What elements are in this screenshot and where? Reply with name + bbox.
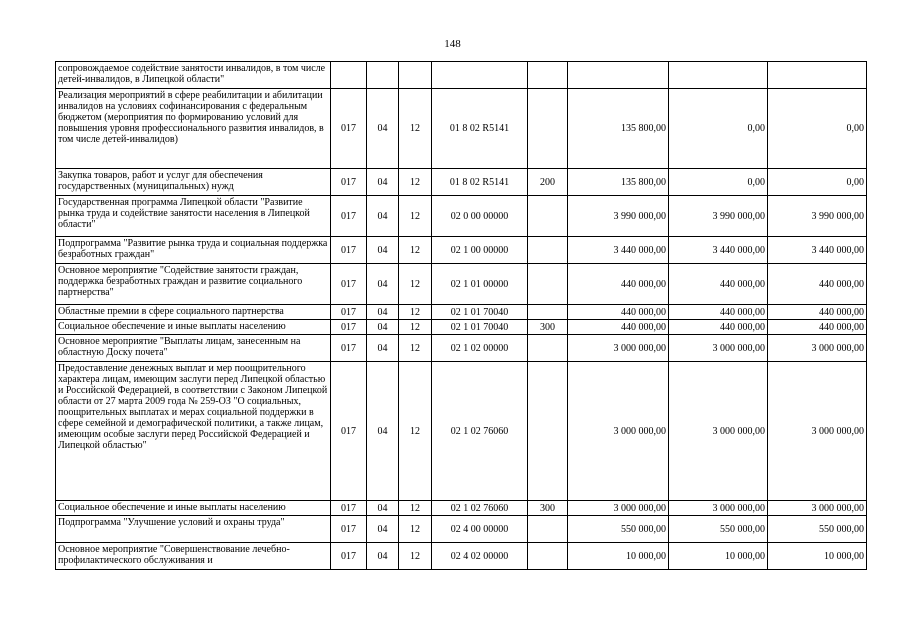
- expense-type-cell: [528, 62, 568, 89]
- row-name-cell: Предоставление денежных выплат и мер поощрительного характера лицам, имеющим заслуги перед Липецкой областью и Российской Федерацией, в соответствии с Законом Липецкой области от 27 марта 2009 года № 259-ОЗ "О социальных, поощрительных выплатах и мерах социальной поддержки в сфере семейной и демографической политики, а также лицам, имеющим особые заслуги перед Российской Федерацией и Липецкой областью": [56, 362, 331, 501]
- row-name-cell: Социальное обеспечение и иные выплаты населению: [56, 501, 331, 516]
- section-code-cell: 04: [367, 362, 399, 501]
- row-name-cell: Областные премии в сфере социального партнерства: [56, 305, 331, 320]
- ved-code-cell: [331, 62, 367, 89]
- amount-2-cell: 550 000,00: [669, 516, 768, 543]
- table-row: [56, 305, 867, 320]
- amount-3-cell: 440 000,00: [768, 264, 867, 305]
- amount-3-cell: 10 000,00: [768, 543, 867, 570]
- row-name-cell: Основное мероприятие "Содействие занятости граждан, поддержка безработных граждан и развитие социального партнерства": [56, 264, 331, 305]
- expense-type-cell: [528, 362, 568, 501]
- expense-type-cell: [528, 335, 568, 362]
- target-article-cell: 02 1 01 00000: [432, 264, 528, 305]
- expense-type-cell: [528, 264, 568, 305]
- ved-code-cell: 017: [331, 305, 367, 320]
- ved-code-cell: 017: [331, 543, 367, 570]
- row-name-cell: Основное мероприятие "Совершенствование лечебно-профилактического обслуживания и: [56, 543, 331, 570]
- amount-1-cell: 135 800,00: [568, 89, 669, 169]
- target-article-cell: [432, 62, 528, 89]
- ved-code-cell: 017: [331, 335, 367, 362]
- row-name-cell: сопровождаемое содействие занятости инвалидов, в том числе детей-инвалидов, в Липецкой области": [56, 62, 331, 89]
- table-row: [56, 501, 867, 516]
- section-code-cell: 04: [367, 89, 399, 169]
- subsection-code-cell: [399, 62, 432, 89]
- amount-2-cell: 440 000,00: [669, 264, 768, 305]
- target-article-cell: 01 8 02 R5141: [432, 169, 528, 196]
- amount-3-cell: 0,00: [768, 169, 867, 196]
- amount-1-cell: 3 000 000,00: [568, 501, 669, 516]
- subsection-code-cell: 12: [399, 543, 432, 570]
- amount-2-cell: 440 000,00: [669, 305, 768, 320]
- amount-3-cell: 0,00: [768, 89, 867, 169]
- target-article-cell: 02 1 01 70040: [432, 320, 528, 335]
- amount-2-cell: 10 000,00: [669, 543, 768, 570]
- subsection-code-cell: 12: [399, 196, 432, 237]
- row-name-cell: Подпрограмма "Развитие рынка труда и социальная поддержка безработных граждан": [56, 237, 331, 264]
- expense-type-cell: 300: [528, 320, 568, 335]
- subsection-code-cell: 12: [399, 264, 432, 305]
- expense-type-cell: 300: [528, 501, 568, 516]
- amount-3-cell: 440 000,00: [768, 305, 867, 320]
- amount-3-cell: 3 000 000,00: [768, 335, 867, 362]
- amount-3-cell: 3 000 000,00: [768, 501, 867, 516]
- section-code-cell: 04: [367, 335, 399, 362]
- subsection-code-cell: 12: [399, 237, 432, 264]
- budget-table: [55, 61, 867, 570]
- section-code-cell: 04: [367, 196, 399, 237]
- amount-1-cell: 10 000,00: [568, 543, 669, 570]
- subsection-code-cell: 12: [399, 169, 432, 196]
- ved-code-cell: 017: [331, 169, 367, 196]
- section-code-cell: 04: [367, 264, 399, 305]
- row-name-cell: Закупка товаров, работ и услуг для обеспечения государственных (муниципальных) нужд: [56, 169, 331, 196]
- table-body: [56, 62, 867, 570]
- section-code-cell: 04: [367, 543, 399, 570]
- expense-type-cell: [528, 543, 568, 570]
- ved-code-cell: 017: [331, 264, 367, 305]
- subsection-code-cell: 12: [399, 335, 432, 362]
- table-row: [56, 237, 867, 264]
- section-code-cell: 04: [367, 169, 399, 196]
- amount-2-cell: 3 440 000,00: [669, 237, 768, 264]
- amount-2-cell: 440 000,00: [669, 320, 768, 335]
- subsection-code-cell: 12: [399, 320, 432, 335]
- amount-1-cell: 135 800,00: [568, 169, 669, 196]
- amount-3-cell: 440 000,00: [768, 320, 867, 335]
- subsection-code-cell: 12: [399, 501, 432, 516]
- ved-code-cell: 017: [331, 362, 367, 501]
- table-row: [56, 335, 867, 362]
- amount-1-cell: 440 000,00: [568, 305, 669, 320]
- table-row: [56, 516, 867, 543]
- amount-1-cell: 3 000 000,00: [568, 335, 669, 362]
- ved-code-cell: 017: [331, 320, 367, 335]
- amount-1-cell: 3 440 000,00: [568, 237, 669, 264]
- row-name-cell: Основное мероприятие "Выплаты лицам, занесенным на областную Доску почета": [56, 335, 331, 362]
- section-code-cell: 04: [367, 320, 399, 335]
- section-code-cell: 04: [367, 501, 399, 516]
- ved-code-cell: 017: [331, 237, 367, 264]
- amount-2-cell: 3 000 000,00: [669, 362, 768, 501]
- subsection-code-cell: 12: [399, 89, 432, 169]
- amount-2-cell: 3 990 000,00: [669, 196, 768, 237]
- table-row: [56, 169, 867, 196]
- amount-2-cell: [669, 62, 768, 89]
- target-article-cell: 02 4 00 00000: [432, 516, 528, 543]
- amount-1-cell: 440 000,00: [568, 320, 669, 335]
- amount-2-cell: 0,00: [669, 89, 768, 169]
- amount-3-cell: 550 000,00: [768, 516, 867, 543]
- table-row: [56, 362, 867, 501]
- amount-1-cell: 3 990 000,00: [568, 196, 669, 237]
- amount-2-cell: 3 000 000,00: [669, 335, 768, 362]
- section-code-cell: 04: [367, 237, 399, 264]
- table-row: [56, 543, 867, 570]
- table-row: [56, 89, 867, 169]
- target-article-cell: 01 8 02 R5141: [432, 89, 528, 169]
- amount-2-cell: 3 000 000,00: [669, 501, 768, 516]
- amount-1-cell: 440 000,00: [568, 264, 669, 305]
- amount-3-cell: 3 000 000,00: [768, 362, 867, 501]
- table-row: [56, 196, 867, 237]
- amount-1-cell: [568, 62, 669, 89]
- subsection-code-cell: 12: [399, 362, 432, 501]
- target-article-cell: 02 1 02 00000: [432, 335, 528, 362]
- table-row: [56, 320, 867, 335]
- row-name-cell: Реализация мероприятий в сфере реабилитации и абилитации инвалидов на условиях софинансирования с федеральным бюджетом (мероприятия по формированию условий для повышения уровня профессионального развития инвалидов, в том числе детей-инвалидов): [56, 89, 331, 169]
- amount-2-cell: 0,00: [669, 169, 768, 196]
- amount-1-cell: 550 000,00: [568, 516, 669, 543]
- target-article-cell: 02 4 02 00000: [432, 543, 528, 570]
- section-code-cell: [367, 62, 399, 89]
- ved-code-cell: 017: [331, 196, 367, 237]
- target-article-cell: 02 1 02 76060: [432, 362, 528, 501]
- expense-type-cell: [528, 305, 568, 320]
- section-code-cell: 04: [367, 516, 399, 543]
- row-name-cell: Подпрограмма "Улучшение условий и охраны труда": [56, 516, 331, 543]
- section-code-cell: 04: [367, 305, 399, 320]
- expense-type-cell: [528, 196, 568, 237]
- target-article-cell: 02 1 02 76060: [432, 501, 528, 516]
- ved-code-cell: 017: [331, 516, 367, 543]
- target-article-cell: 02 1 00 00000: [432, 237, 528, 264]
- ved-code-cell: 017: [331, 501, 367, 516]
- expense-type-cell: [528, 237, 568, 264]
- page-number: 148: [444, 38, 461, 50]
- expense-type-cell: [528, 89, 568, 169]
- subsection-code-cell: 12: [399, 516, 432, 543]
- table-row: [56, 62, 867, 89]
- table-row: [56, 264, 867, 305]
- amount-1-cell: 3 000 000,00: [568, 362, 669, 501]
- target-article-cell: 02 1 01 70040: [432, 305, 528, 320]
- expense-type-cell: [528, 516, 568, 543]
- amount-3-cell: 3 440 000,00: [768, 237, 867, 264]
- expense-type-cell: 200: [528, 169, 568, 196]
- amount-3-cell: [768, 62, 867, 89]
- row-name-cell: Социальное обеспечение и иные выплаты населению: [56, 320, 331, 335]
- amount-3-cell: 3 990 000,00: [768, 196, 867, 237]
- row-name-cell: Государственная программа Липецкой области "Развитие рынка труда и содействие занятости населения в Липецкой области": [56, 196, 331, 237]
- ved-code-cell: 017: [331, 89, 367, 169]
- target-article-cell: 02 0 00 00000: [432, 196, 528, 237]
- subsection-code-cell: 12: [399, 305, 432, 320]
